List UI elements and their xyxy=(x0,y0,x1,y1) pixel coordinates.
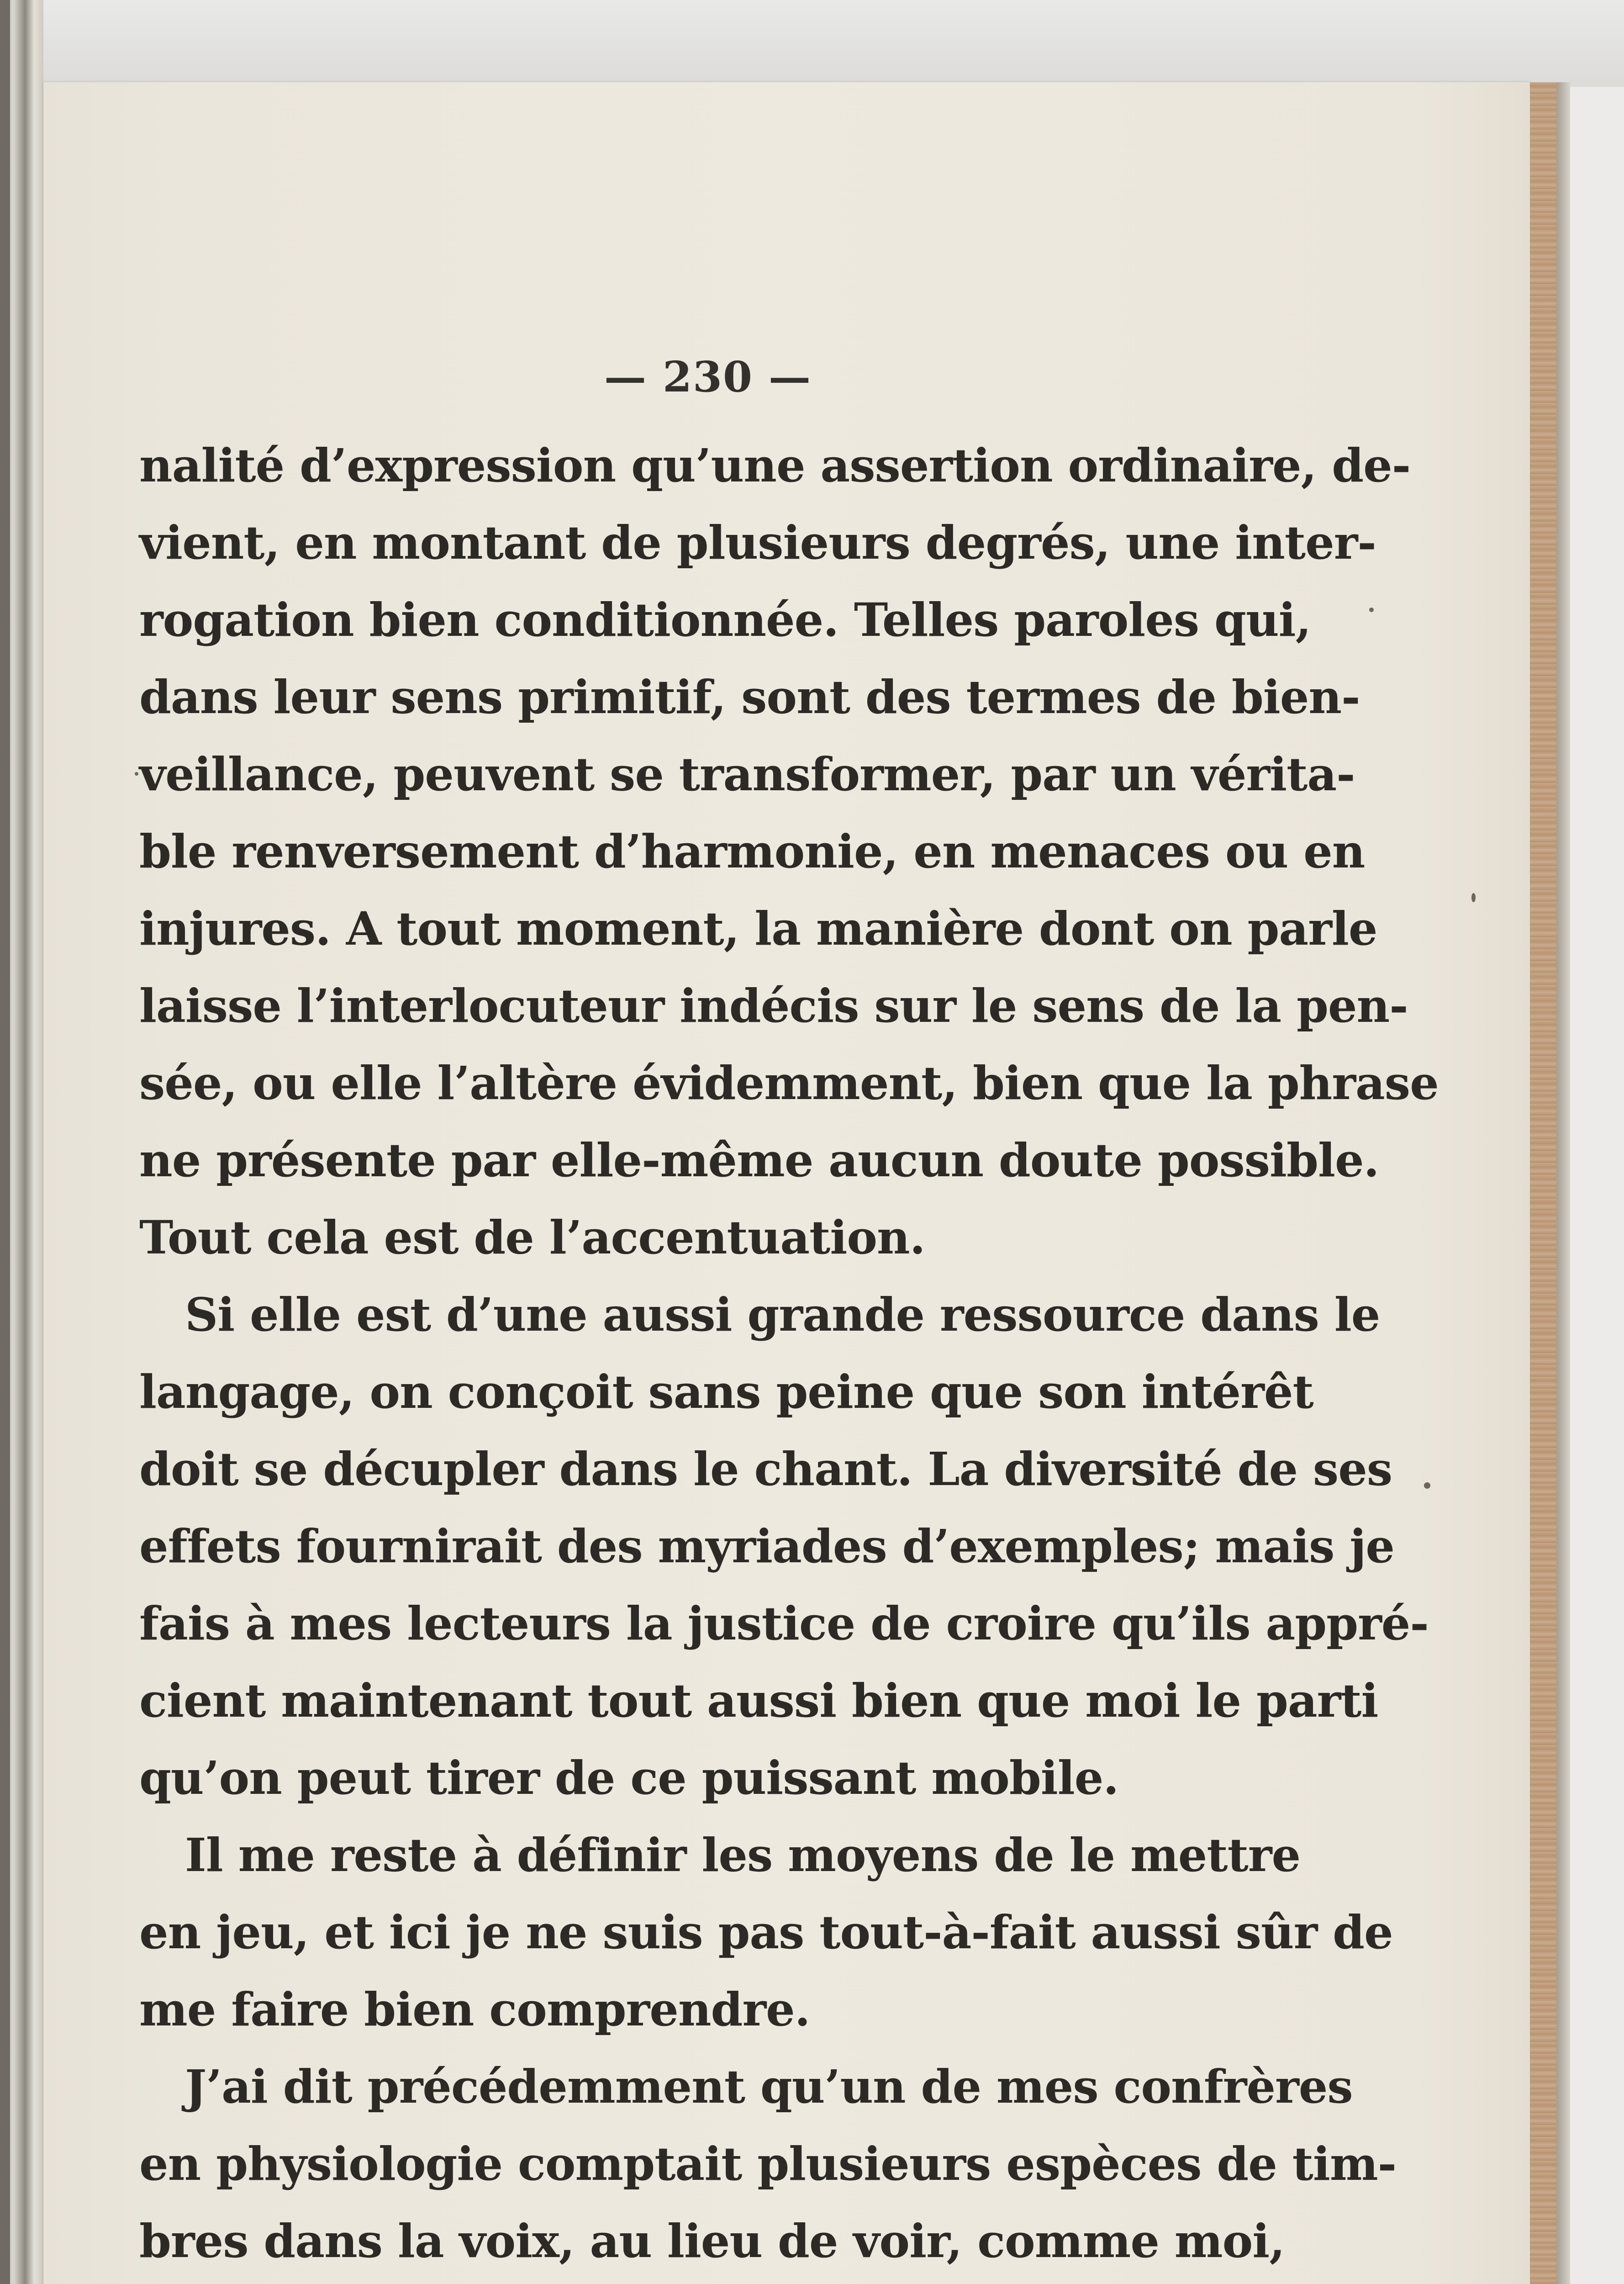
text-line: J’ai dit précédemment qu’un de mes confrères xyxy=(185,2060,1353,2114)
text-line: vient, en montant de plusieurs degrés, une inter- xyxy=(139,516,1376,570)
text-line: sée, ou elle l’altère évidemment, bien que la phrase xyxy=(139,1056,1439,1110)
text-line xyxy=(139,2280,1199,2284)
page-number: — 230 — xyxy=(604,352,812,402)
text-line: qu’on peut tirer de ce puissant mobile. xyxy=(139,1751,1119,1805)
text-line: doit se décupler dans le chant. La diversité de ses xyxy=(139,1442,1392,1496)
text-line: me faire bien comprendre. xyxy=(139,1983,810,2036)
text-line: en jeu, et ici je ne suis pas tout-à-fait aussi sûr de xyxy=(139,1905,1393,1959)
page-block-edge xyxy=(1530,82,1556,2284)
text-line: dans leur sens primitif, sont des termes de bien- xyxy=(139,670,1360,724)
text-line: effets fournirait des myriades d’exemples; mais je xyxy=(139,1519,1395,1573)
text-line: ble renversement d’harmonie, en menaces ou en xyxy=(139,825,1365,878)
text-line: fais à mes lecteurs la justice de croire qu’ils appré- xyxy=(139,1597,1429,1650)
text-line: injures. A tout moment, la manière dont on parle xyxy=(139,902,1377,956)
text-line: Il me reste à définir les moyens de le mettre xyxy=(185,1828,1301,1882)
text-line: nalité d’expression qu’une assertion ordinaire, de- xyxy=(139,439,1411,492)
text-line: cient maintenant tout aussi bien que moi le parti xyxy=(139,1674,1378,1728)
binding-shadow xyxy=(0,0,10,2284)
text-line: langage, on conçoit sans peine que son intérêt xyxy=(139,1365,1313,1419)
scan-background xyxy=(0,0,1624,87)
paper-speck xyxy=(1424,1482,1430,1489)
text-line: rogation bien conditionnée. Telles paroles qui, xyxy=(139,593,1311,647)
page-edge-shadow xyxy=(1556,82,1570,2284)
text-line: en physiologie comptait plusieurs espèces de tim- xyxy=(139,2137,1397,2191)
text-line: laisse l’interlocuteur indécis sur le sens de la pen- xyxy=(139,979,1408,1033)
paper-speck xyxy=(135,772,138,776)
text-line: Tout cela est de l’accentuation. xyxy=(139,1211,925,1264)
text-line: ne présente par elle-même aucun doute possible. xyxy=(139,1133,1379,1187)
paper-speck xyxy=(1471,893,1476,902)
text-line: Si elle est d’une aussi grande ressource dans le xyxy=(185,1288,1380,1342)
text-line: bres dans la voix, au lieu de voir, comme moi, xyxy=(139,2214,1285,2268)
text-line: veillance, peuvent se transformer, par un vérita- xyxy=(139,747,1355,801)
body-text xyxy=(139,427,1439,2284)
paper-speck xyxy=(1369,608,1374,612)
